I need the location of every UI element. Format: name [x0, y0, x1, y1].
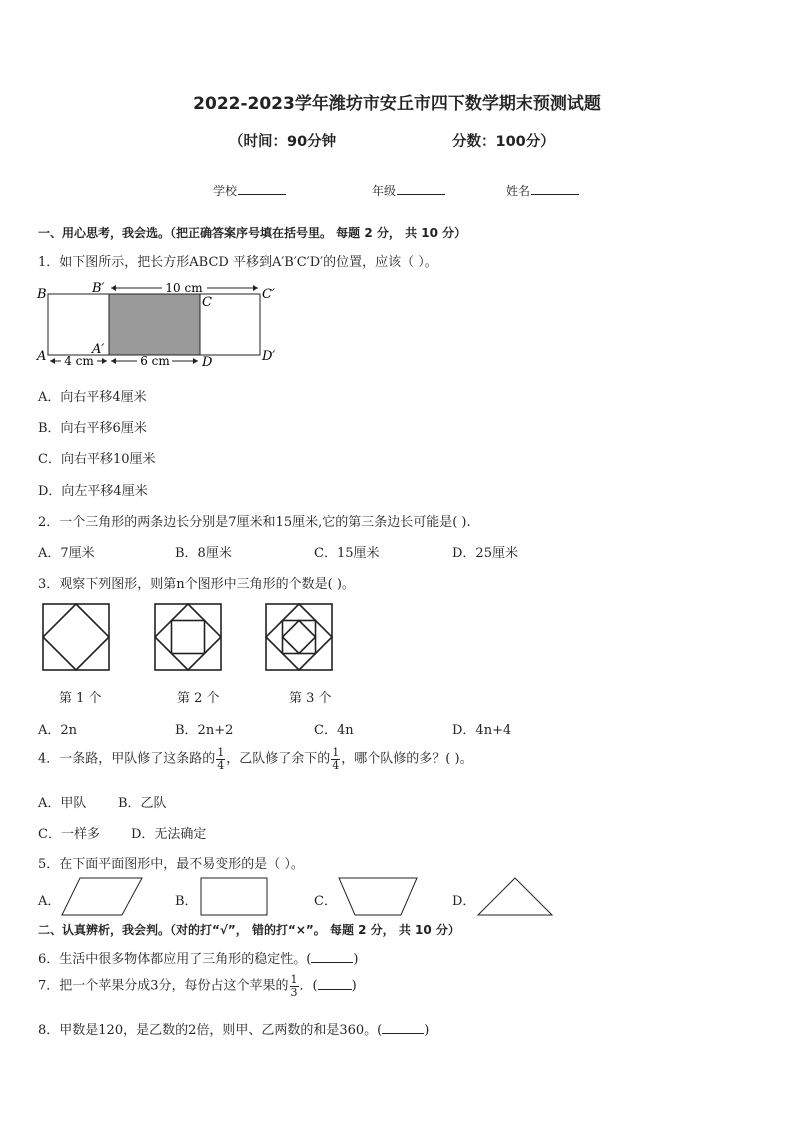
frac-numerator: 1 — [332, 746, 340, 759]
inner-square — [283, 621, 316, 654]
inner-diamond — [283, 621, 316, 654]
label-a-prime: A′ — [92, 342, 105, 357]
frac-denominator: 3 — [290, 985, 298, 999]
pattern-figure-1 — [42, 603, 112, 671]
q3-option-b[interactable]: B．2n+2 — [175, 723, 234, 738]
frac-denominator: 4 — [217, 758, 225, 772]
label-b-prime: B′ — [92, 281, 105, 296]
q4-option-c[interactable]: C．一样多 — [38, 827, 100, 842]
fraction-one-quarter-2 — [331, 747, 340, 771]
rectangle — [201, 878, 267, 915]
q4-option-d[interactable]: D．无法确定 — [131, 827, 207, 842]
inner-diamond — [43, 604, 109, 670]
question-4 — [38, 747, 473, 771]
label-d-prime: D′ — [262, 349, 276, 364]
q1-option-a[interactable]: A．向右平移4厘米 — [38, 390, 147, 405]
trapezoid-shape — [337, 876, 421, 918]
question-7 — [38, 974, 357, 998]
q2-option-c[interactable]: C．15厘米 — [314, 546, 380, 561]
q2-option-a[interactable]: A．7厘米 — [38, 546, 95, 561]
figure-caption-1: 第 1 个 — [59, 691, 102, 706]
fraction-one-quarter — [216, 747, 225, 771]
q7-text-1: 7．把一个苹果分成3分，每份占这个苹果的 — [38, 978, 289, 994]
pattern-figure-2 — [154, 603, 224, 671]
question-3: 3．观察下列图形，则第n个图形中三角形的个数是( )。 — [38, 577, 355, 592]
q5-option-a[interactable]: A． — [38, 894, 61, 909]
label-b: B — [37, 287, 47, 302]
parallelogram-shape — [60, 876, 144, 918]
question-8 — [38, 1019, 429, 1038]
q8-answer-blank[interactable] — [382, 1021, 424, 1034]
figure-caption-2: 第 2 个 — [177, 691, 220, 706]
question-5: 5．在下面平面图形中，最不易变形的是（ ）。 — [38, 857, 304, 872]
name-field[interactable] — [506, 182, 579, 199]
question-6 — [38, 948, 358, 967]
q2-option-d[interactable]: D．25厘米 — [452, 546, 518, 561]
dim-10cm: 10 cm — [165, 281, 203, 295]
q4-option-b[interactable]: B．乙队 — [118, 796, 167, 811]
q8-close-paren: ) — [424, 1023, 430, 1038]
q7-answer-blank[interactable] — [318, 977, 352, 990]
school-field[interactable] — [213, 182, 286, 199]
section-1-heading: 一、用心思考，我会选。（把正确答案序号填在括号里。 每题 2 分， 共 10 分） — [38, 226, 467, 240]
question-2: 2．一个三角形的两条边长分别是7厘米和15厘米,它的第三条边长可能是( ). — [38, 515, 471, 530]
rectangle-shape — [199, 876, 269, 918]
page-title: 2022-2023学年潍坊市安丘市四下数学期末预测试题 — [193, 94, 601, 114]
q4-text-2: ，乙队修了余下的 — [226, 751, 331, 767]
frac-numerator: 1 — [217, 746, 225, 759]
name-label: 姓名 — [506, 184, 531, 198]
label-d: D — [202, 355, 213, 370]
q1-option-d[interactable]: D．向左平移4厘米 — [38, 484, 148, 499]
q5-option-d[interactable]: D． — [452, 894, 476, 909]
grade-field[interactable] — [372, 182, 445, 199]
triangle — [478, 878, 552, 915]
dim-4cm: 4 cm — [64, 354, 94, 368]
q8-text: 8．甲数是120，是乙数的2倍，则甲、乙两数的和是360。( — [38, 1023, 383, 1038]
q2-option-b[interactable]: B．8厘米 — [175, 546, 232, 561]
exam-time: （时间：90分钟 — [229, 134, 337, 150]
outer-square — [43, 604, 109, 670]
q7-close-paren: ) — [351, 978, 357, 994]
q5-option-b[interactable]: B． — [175, 894, 198, 909]
figure-caption-3: 第 3 个 — [289, 691, 332, 706]
frac-denominator: 4 — [332, 758, 340, 772]
label-a: A — [37, 349, 47, 364]
outer-square — [266, 604, 332, 670]
q6-answer-blank[interactable] — [311, 950, 353, 963]
q5-option-c[interactable]: C． — [314, 894, 337, 909]
name-blank[interactable] — [531, 184, 579, 195]
q6-text: 6．生活中很多物体都应用了三角形的稳定性。( — [38, 952, 312, 967]
q1-option-b[interactable]: B．向右平移6厘米 — [38, 421, 147, 436]
question-1-figure — [34, 281, 284, 371]
inner-square — [172, 621, 205, 654]
q3-option-d[interactable]: D．4n+4 — [452, 723, 512, 738]
q4-text-3: ，哪个队修的多？( )。 — [341, 751, 473, 767]
q3-option-c[interactable]: C．4n — [314, 723, 354, 738]
section-2-heading: 二、认真辨析，我会判。（对的打“√”， 错的打“×”。 每题 2 分， 共 10 分） — [38, 923, 460, 937]
q6-close-paren: ) — [353, 952, 359, 967]
grade-blank[interactable] — [397, 184, 445, 195]
diamond — [266, 604, 332, 670]
q4-text-1: 4．一条路，甲队修了这条路的 — [38, 751, 216, 767]
shaded-overlap — [109, 294, 200, 355]
q3-option-a[interactable]: A．2n — [38, 723, 78, 738]
frac-numerator: 1 — [290, 973, 298, 986]
q1-option-c[interactable]: C．向右平移10厘米 — [38, 452, 156, 467]
q7-text-2: ．( — [299, 978, 318, 994]
parallelogram — [62, 878, 142, 915]
fraction-one-third — [290, 974, 299, 998]
outer-square — [155, 604, 221, 670]
question-1: 1．如下图所示，把长方形ABCD 平移到A′B′C′D′的位置，应该（ ）。 — [38, 255, 438, 270]
trapezoid — [339, 878, 417, 915]
label-c: C — [202, 295, 212, 310]
diamond — [155, 604, 221, 670]
dim-6cm: 6 cm — [140, 354, 170, 368]
exam-score: 分数：100分） — [452, 134, 555, 150]
label-c-prime: C′ — [262, 287, 275, 302]
q4-option-a[interactable]: A．甲队 — [38, 796, 87, 811]
grade-label: 年级 — [372, 184, 397, 198]
school-label: 学校 — [213, 184, 238, 198]
triangle-shape — [475, 876, 555, 918]
school-blank[interactable] — [238, 184, 286, 195]
pattern-figure-3 — [265, 603, 335, 671]
